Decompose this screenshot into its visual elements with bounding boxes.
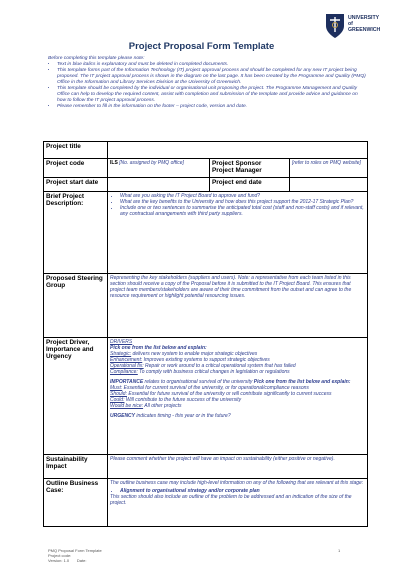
driver-item: Operational fix: Repair or work around to a critical operational system that has failed — [110, 363, 296, 369]
row-outline — [44, 479, 368, 527]
sponsor-field[interactable]: [refer to roles on PMQ website] — [290, 159, 368, 178]
row-driver — [44, 338, 368, 455]
row-sustainability — [44, 455, 368, 479]
brief-label: Brief Project Description: — [44, 192, 108, 274]
logo-line-2: of — [348, 21, 353, 28]
page-number: 1 — [338, 548, 341, 553]
outline-bullet: • Alignment to organisational strategy and/or corporate plan — [120, 488, 365, 494]
row-project-title — [44, 142, 368, 159]
row-dates — [44, 178, 368, 192]
brief-field[interactable] — [108, 192, 368, 274]
end-date-label: Project end date — [210, 178, 290, 192]
intro-bullet: • Text in blue italics is explanatory and must be deleted in completed documents. — [57, 62, 368, 68]
start-date-label: Project start date — [44, 178, 108, 192]
outline-label: Outline Business Case: — [44, 479, 108, 527]
driver-label: Project Driver, Importance and Urgency — [44, 338, 108, 455]
steering-label: Proposed Steering Group — [44, 274, 108, 338]
driver-item: Compliance: To comply with business critical changes in legislation or regulations — [110, 369, 290, 375]
intro-bullet: • This template should be completed by the individual or organisational unit proposing the project. The Programme Management and Quality Office can help to develop the required content, assist with completion and submission of the template and provide advice and guidance on how to follow the IT project approval process. — [57, 86, 368, 104]
project-code-label: Project code — [44, 159, 108, 178]
footer-line-3: Version: 1.0 Date: — [48, 558, 87, 563]
importance-line: IMPORTANCE relates to organisational survival of the university Pick one from the list below and explain: — [110, 379, 351, 385]
crest-icon — [324, 12, 346, 40]
importance-item: Could: Will contribute to the future success of the university — [110, 397, 242, 403]
importance-item: Must: Essential for current survival of the university, or for operational/compliance reasons — [110, 385, 309, 391]
project-code-hint: [No. assigned by PMQ office] — [119, 160, 184, 166]
row-steering — [44, 274, 368, 338]
footer — [48, 548, 102, 563]
project-title-field[interactable] — [108, 142, 368, 159]
manager-label: Project Manager — [212, 167, 262, 175]
outline-field[interactable] — [108, 479, 368, 527]
urgency-line: URGENCY indicates timing - this year or in the future? — [110, 413, 231, 419]
footer-line-2: Project code: — [48, 553, 72, 558]
outline-text-2: This section should also include an outline of the problem to be addressed and an indication of the size of the project. — [110, 494, 352, 506]
drivers-heading: DRIVERS — [110, 339, 133, 345]
brief-bullet: • What are the key benefits to the University and how does this project support the 2012-17 Strategic Plan? — [120, 199, 365, 205]
logo-line-1: UNIVERSITY — [348, 15, 380, 21]
sponsor-manager-label — [210, 159, 290, 178]
logo-line-3: GREENWICH — [348, 27, 381, 34]
project-code-value: ILS — [110, 160, 118, 166]
project-code-field[interactable] — [108, 159, 210, 178]
driver-item: Strategic: delivers new system to enable major strategic objectives — [110, 351, 258, 357]
start-date-field[interactable] — [108, 178, 210, 192]
brief-bullet: • Include one or two sentences to summarise the anticipated total cost (staff and non-staff costs) and if relevant, any contractual arrangements with third party suppliers. — [120, 205, 365, 217]
row-project-code — [44, 159, 368, 178]
project-proposal-form — [43, 141, 368, 527]
drivers-pick: Pick one from the list below and explain: — [110, 345, 207, 351]
outline-text: The outline business case may include high-level information on any of the following that are relevant at this stage: — [110, 480, 364, 486]
footer-line-1: PMQ Proposal Form Template — [48, 548, 102, 553]
intro-notes — [48, 56, 368, 110]
sustain-label: Sustainability Impact — [44, 455, 108, 479]
brief-bullet: • What are you asking the IT Project Board to approve and fund? — [120, 193, 365, 199]
sustain-field[interactable]: Please comment whether the project will have an impact on sustainability (either positive or negative). — [108, 455, 368, 479]
intro-lead: Before completing this template please note: — [48, 56, 145, 61]
end-date-field[interactable] — [290, 178, 368, 192]
driver-item: Enhancement: Improves existing systems to support strategic objectives — [110, 357, 270, 363]
intro-bullet: • Please remember to fill in the information on the footer – project code, version and date. — [57, 104, 368, 110]
steering-field[interactable]: Representing the key stakeholders (suppliers and users). Note: a representative from each team listed in this section should receive a copy of the Proposal before it is submitted to the IT Project Board. This ensures that project team members/stakeholders are aware of their time commitment from the outset and can agree to the resource requirement or highlight potential resourcing issues. — [108, 274, 368, 338]
importance-item: Should: Essential for future survival of the university or will contribute significantly to current success — [110, 391, 332, 397]
row-brief — [44, 192, 368, 274]
intro-bullet: • This template forms part of the Information Technology (IT) project approval process and should be completed for any new IT project being proposed. The IT project approval process is shown in the diagram on the last page. It has been created by the Programme and Quality (PMQ) Office in the Information and Library Services Division at the University of Greenwich. — [57, 68, 368, 86]
document-title: Project Proposal Form Template — [128, 41, 275, 52]
importance-item: Would be nice: All other projects — [110, 403, 182, 409]
driver-field[interactable] — [108, 338, 368, 455]
project-title-label: Project title — [44, 142, 108, 159]
sponsor-label: Project Sponsor — [212, 160, 262, 167]
